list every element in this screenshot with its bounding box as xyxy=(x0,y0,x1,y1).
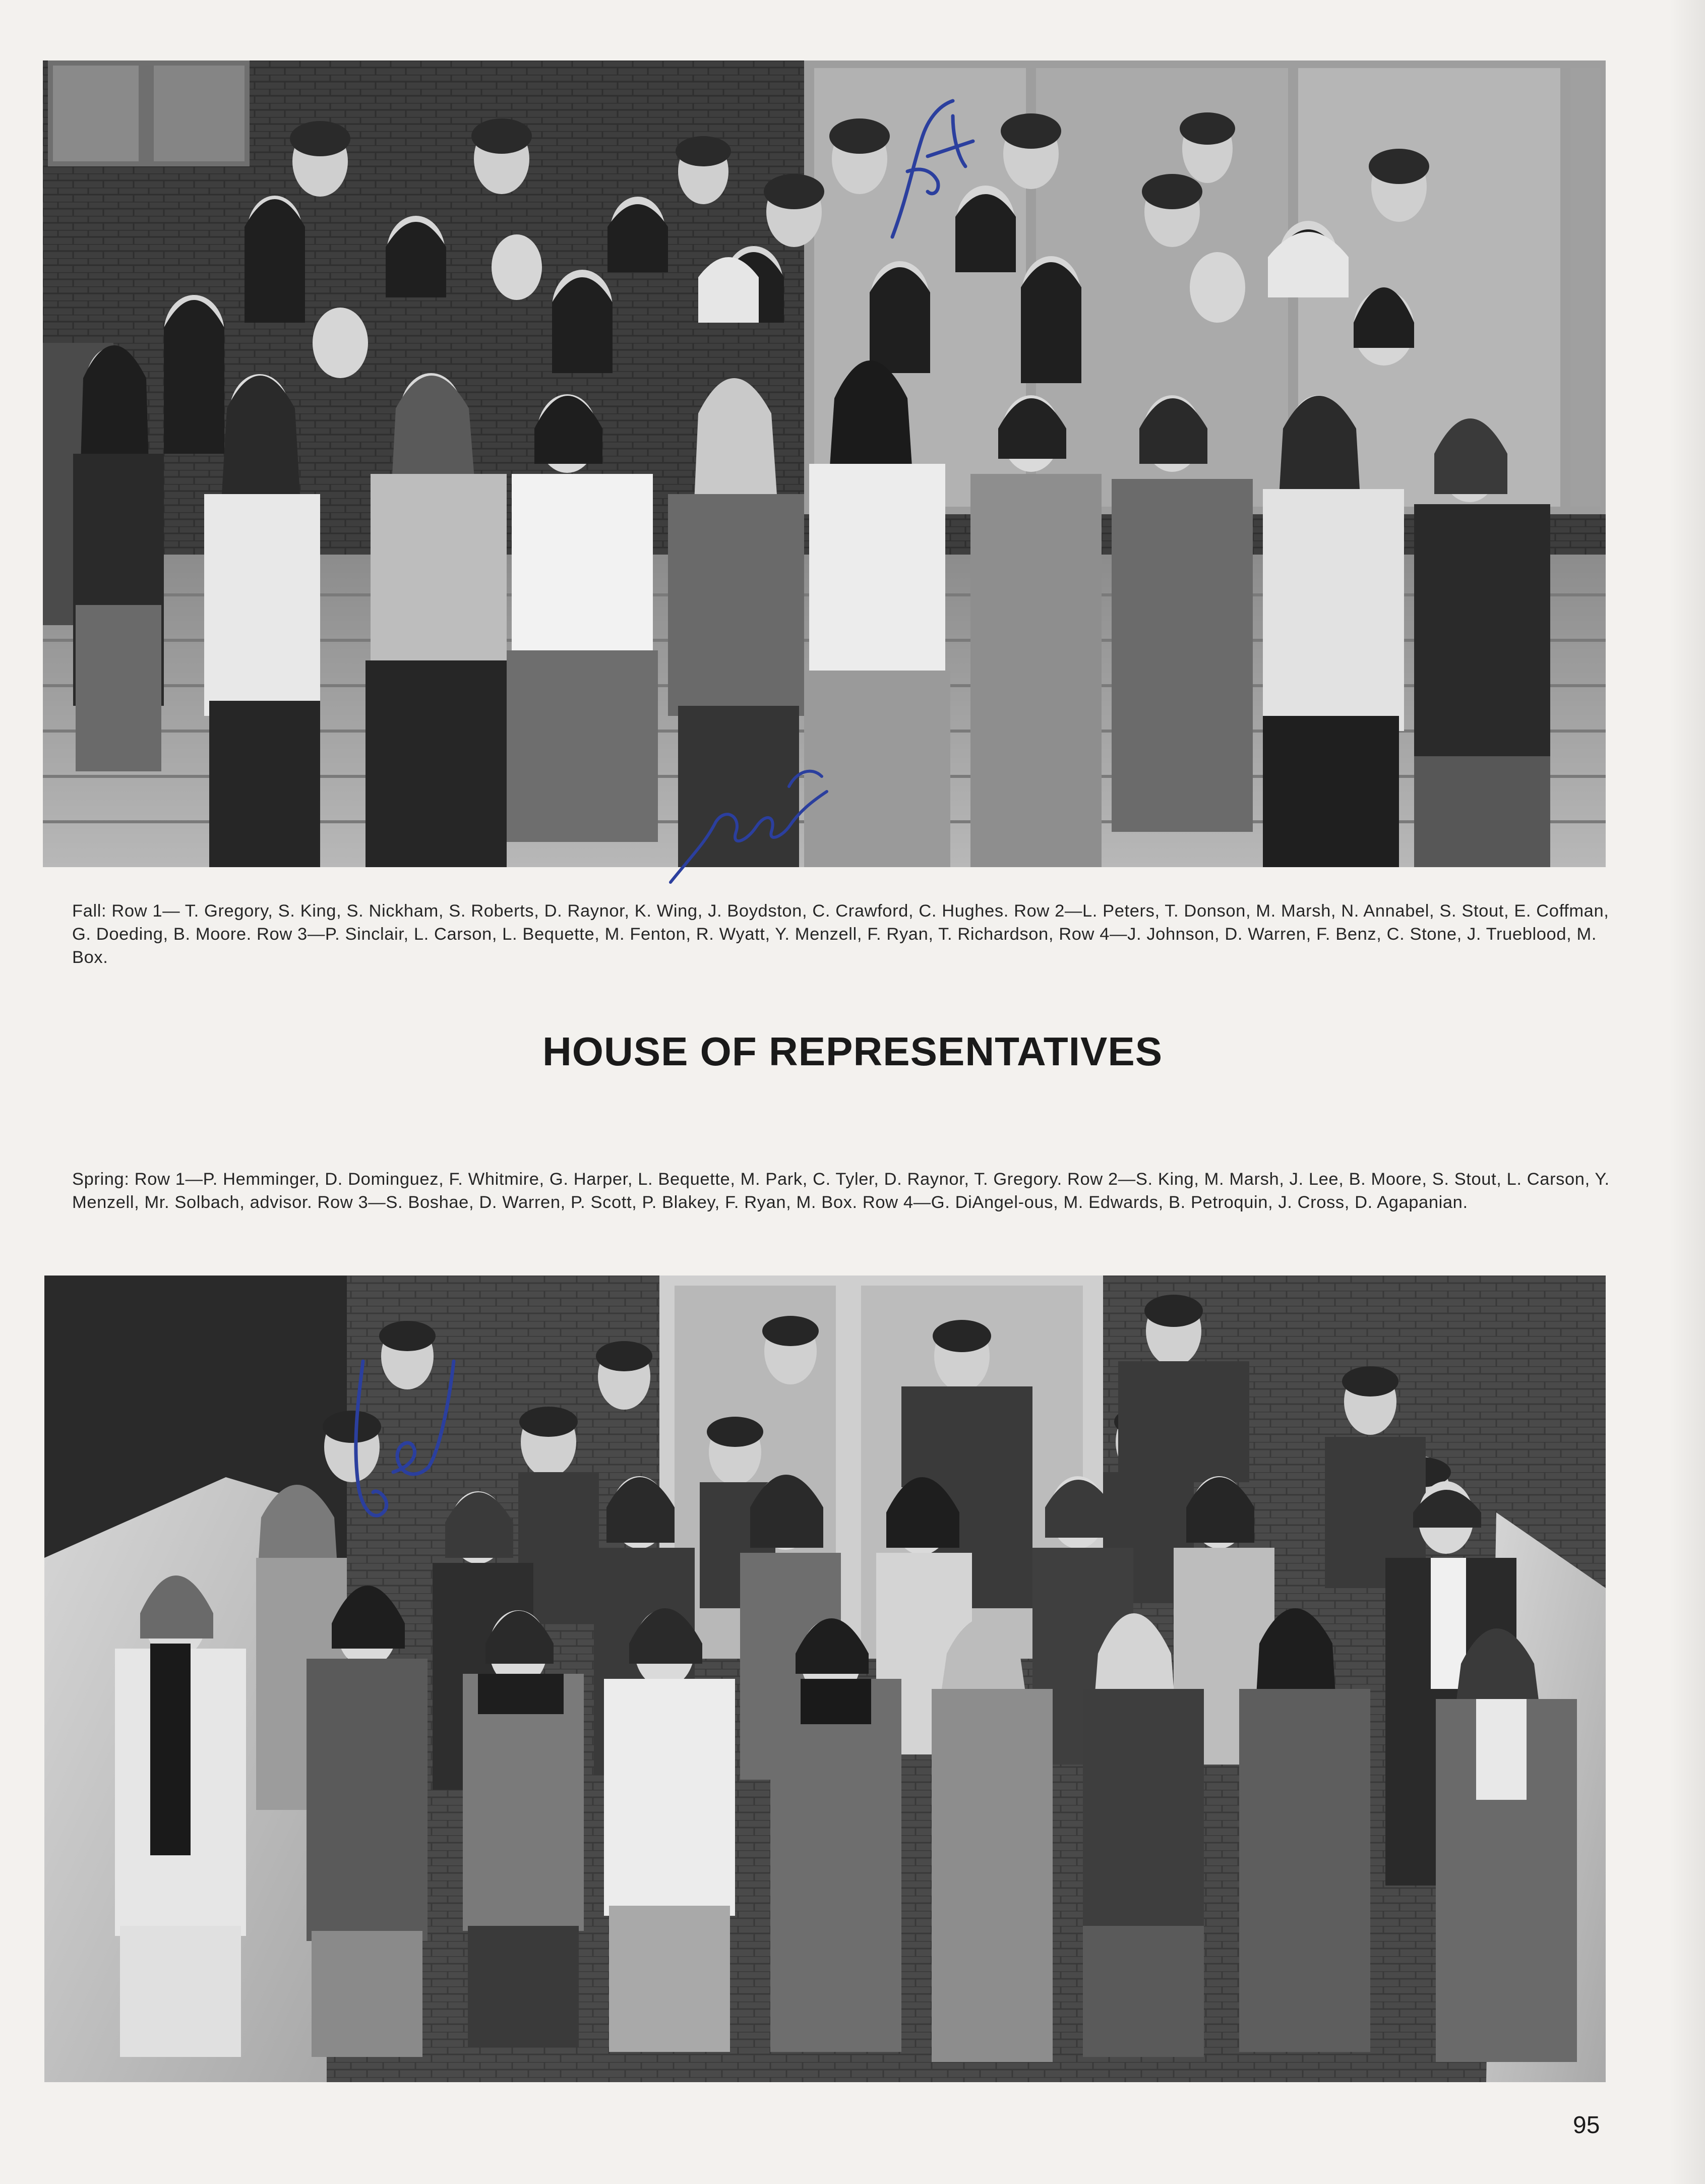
page-number: 95 xyxy=(1573,2112,1600,2139)
spring-photo-drawing xyxy=(44,1276,1606,2082)
fall-roster-caption: Fall: Row 1— T. Gregory, S. King, S. Nickham, S. Roberts, D. Raynor, K. Wing, J. Boydston, C. Crawford, C. Hughes. Row 2—L. Peters, T. Donson, M. Marsh, N. Annabel, S. Stout, E. Coffman, G. Doeding, B. Moore. Row 3—P. Sinclair, L. Carson, L. Bequette, M. Fenton, R. Wyatt, Y. Menzell, F. Ryan, T. Richardson, Row 4—J. Johnson, D. Warren, F. Benz, C. Stone, J. Trueblood, M. Box. xyxy=(72,901,1609,967)
page-title: HOUSE OF REPRESENTATIVES xyxy=(542,1029,1163,1074)
page-edge-shadow xyxy=(1670,0,1705,2184)
spring-roster-caption: Spring: Row 1—P. Hemminger, D. Dominguez, F. Whitmire, G. Harper, L. Bequette, M. Park, C. Tyler, D. Raynor, T. Gregory. Row 2—S. King, M. Marsh, J. Lee, B. Moore, S. Stout, L. Carson, Y. Menzell, Mr. Solbach, advisor. Row 3—S. Boshae, D. Warren, P. Scott, P. Blakey, F. Ryan, M. Box. Row 4—G. DiAngel-ous, M. Edwards, B. Petroquin, J. Cross, D. Agapanian. xyxy=(72,1170,1610,1212)
spring-group-photo xyxy=(44,1276,1606,2082)
fall-group-photo xyxy=(43,60,1606,867)
fall-photo-drawing xyxy=(43,60,1606,867)
